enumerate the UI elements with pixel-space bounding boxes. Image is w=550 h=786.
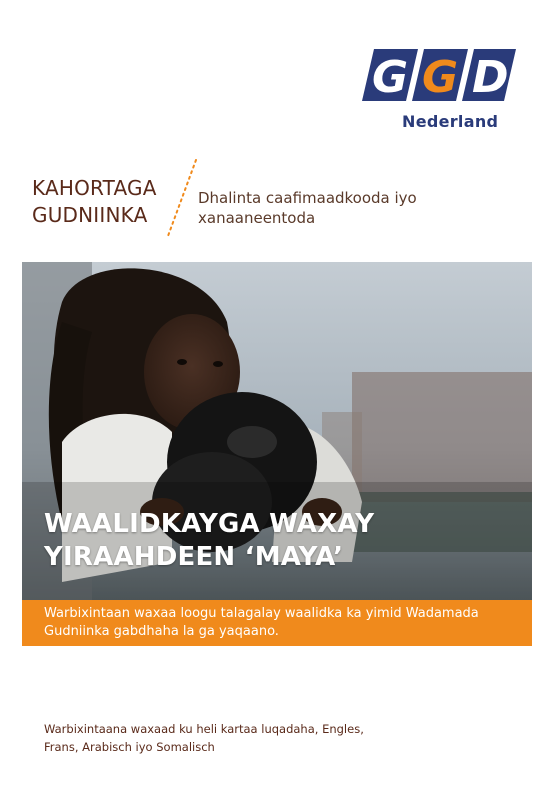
- logo-letter-g2: G: [422, 52, 459, 103]
- orange-band-line2: Gudniinka gabdhaha la ga yaqaano.: [44, 624, 279, 639]
- series-subtitle-line1: Dhalinta caafimaadkooda iyo: [198, 189, 417, 207]
- series-subtitle-line2: xanaaneentoda: [198, 209, 316, 227]
- headline-line2: YIRAAHDEEN ‘MAYA’: [44, 542, 344, 572]
- footer-note: [44, 720, 374, 756]
- footer-note-line2: Frans, Arabisch iyo Somalisch: [44, 740, 215, 754]
- headline: [44, 508, 464, 574]
- series-subtitle: [198, 188, 448, 228]
- series-title-line1: KAHORTAGA: [32, 176, 157, 200]
- headline-line1: WAALIDKAYGA WAXAY: [44, 509, 375, 539]
- footer-note-line1: Warbixintaana waxaad ku heli kartaa luqadaha, Engles,: [44, 722, 364, 736]
- logo-letter-g1: G: [372, 52, 409, 103]
- logo-letter-d: D: [472, 52, 509, 103]
- orange-band-text: [44, 605, 514, 641]
- ggd-logo-mark: [360, 47, 518, 107]
- logo-country: Nederland: [402, 112, 499, 131]
- orange-band-line1: Warbixintaan waxaa loogu talagalay waalidka ka yimid Wadamada: [44, 606, 479, 621]
- dotted-divider: [162, 158, 202, 238]
- series-title-line2: GUDNIINKA: [32, 203, 148, 227]
